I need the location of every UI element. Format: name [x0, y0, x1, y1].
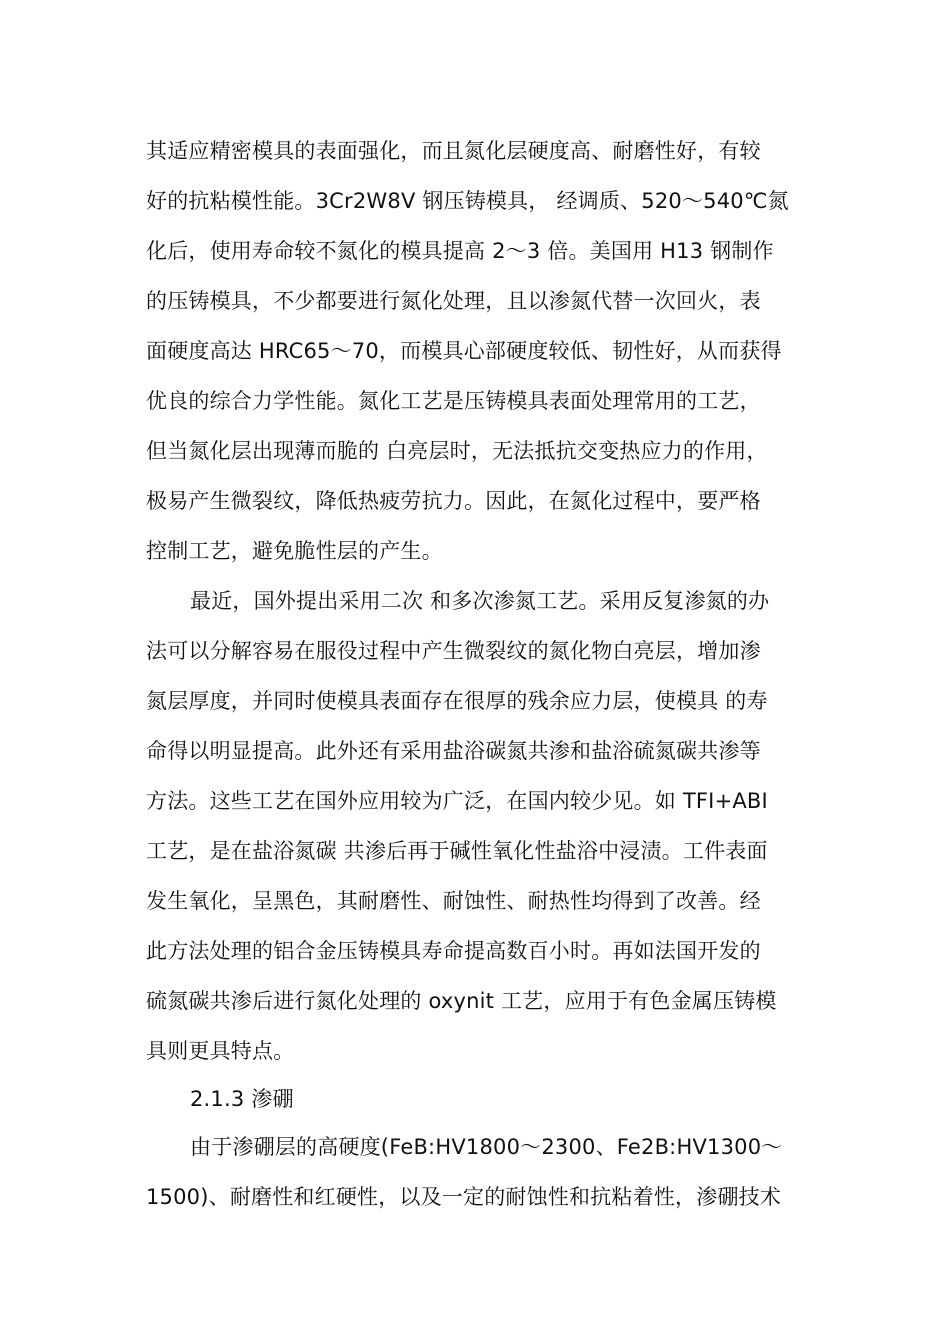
text-line: 的压铸模具，不少都要进行氮化处理，且以渗氮代替一次回火，表: [146, 289, 761, 313]
text-line: 命得以明显提高。此外还有采用盐浴碳氮共渗和盐浴硫氮碳共渗等: [146, 739, 761, 763]
text-line: 氮层厚度，并同时使模具表面存在很厚的残余应力层，使模具 的寿: [146, 689, 768, 713]
text-line: 具则更具特点。: [146, 1039, 295, 1063]
text-line: 发生氧化，呈黑色，其耐磨性、耐蚀性、耐热性均得到了改善。经: [146, 889, 761, 913]
text-line: 最近，国外提出采用二次 和多次渗氮工艺。采用反复渗氮的办: [190, 589, 770, 613]
text-line: 控制工艺，避免脆性层的产生。: [146, 539, 443, 563]
text-line: 其适应精密模具的表面强化，而且氮化层硬度高、耐磨性好，有较: [146, 139, 761, 163]
text-line: 1500)、耐磨性和红硬性，以及一定的耐蚀性和抗粘着性，渗硼技术: [146, 1185, 782, 1209]
text-line: 方法。这些工艺在国外应用较为广泛，在国内较少见。如 TFI+ABI: [146, 789, 768, 813]
text-line: 此方法处理的铝合金压铸模具寿命提高数百小时。再如法国开发的: [146, 939, 761, 963]
text-line: 极易产生微裂纹，降低热疲劳抗力。因此，在氮化过程中，要严格: [146, 489, 761, 513]
text-line: 优良的综合力学性能。氮化工艺是压铸模具表面处理常用的工艺，: [146, 389, 761, 413]
text-line: 硫氮碳共渗后进行氮化处理的 oxynit 工艺，应用于有色金属压铸模: [146, 989, 777, 1013]
text-line: 化后，使用寿命较不氮化的模具提高 2～3 倍。美国用 H13 钢制作: [146, 239, 774, 263]
text-line: 法可以分解容易在服役过程中产生微裂纹的氮化物白亮层，增加渗: [146, 639, 761, 663]
text-line: 但当氮化层出现薄而脆的 白亮层时，无法抵抗交变热应力的作用，: [146, 439, 768, 463]
section-heading: 2.1.3 渗硼: [190, 1087, 294, 1111]
text-line: 工艺，是在盐浴氮碳 共渗后再于碱性氧化性盐浴中浸渍。工件表面: [146, 839, 768, 863]
text-line: 好的抗粘模性能。3Cr2W8V 钢压铸模具， 经调质、520～540℃氮: [146, 189, 789, 213]
text-line: 由于渗硼层的高硬度(FeB:HV1800～2300、Fe2B:HV1300～: [190, 1135, 783, 1159]
text-line: 面硬度高达 HRC65～70，而模具心部硬度较低、韧性好，从而获得: [146, 339, 782, 363]
